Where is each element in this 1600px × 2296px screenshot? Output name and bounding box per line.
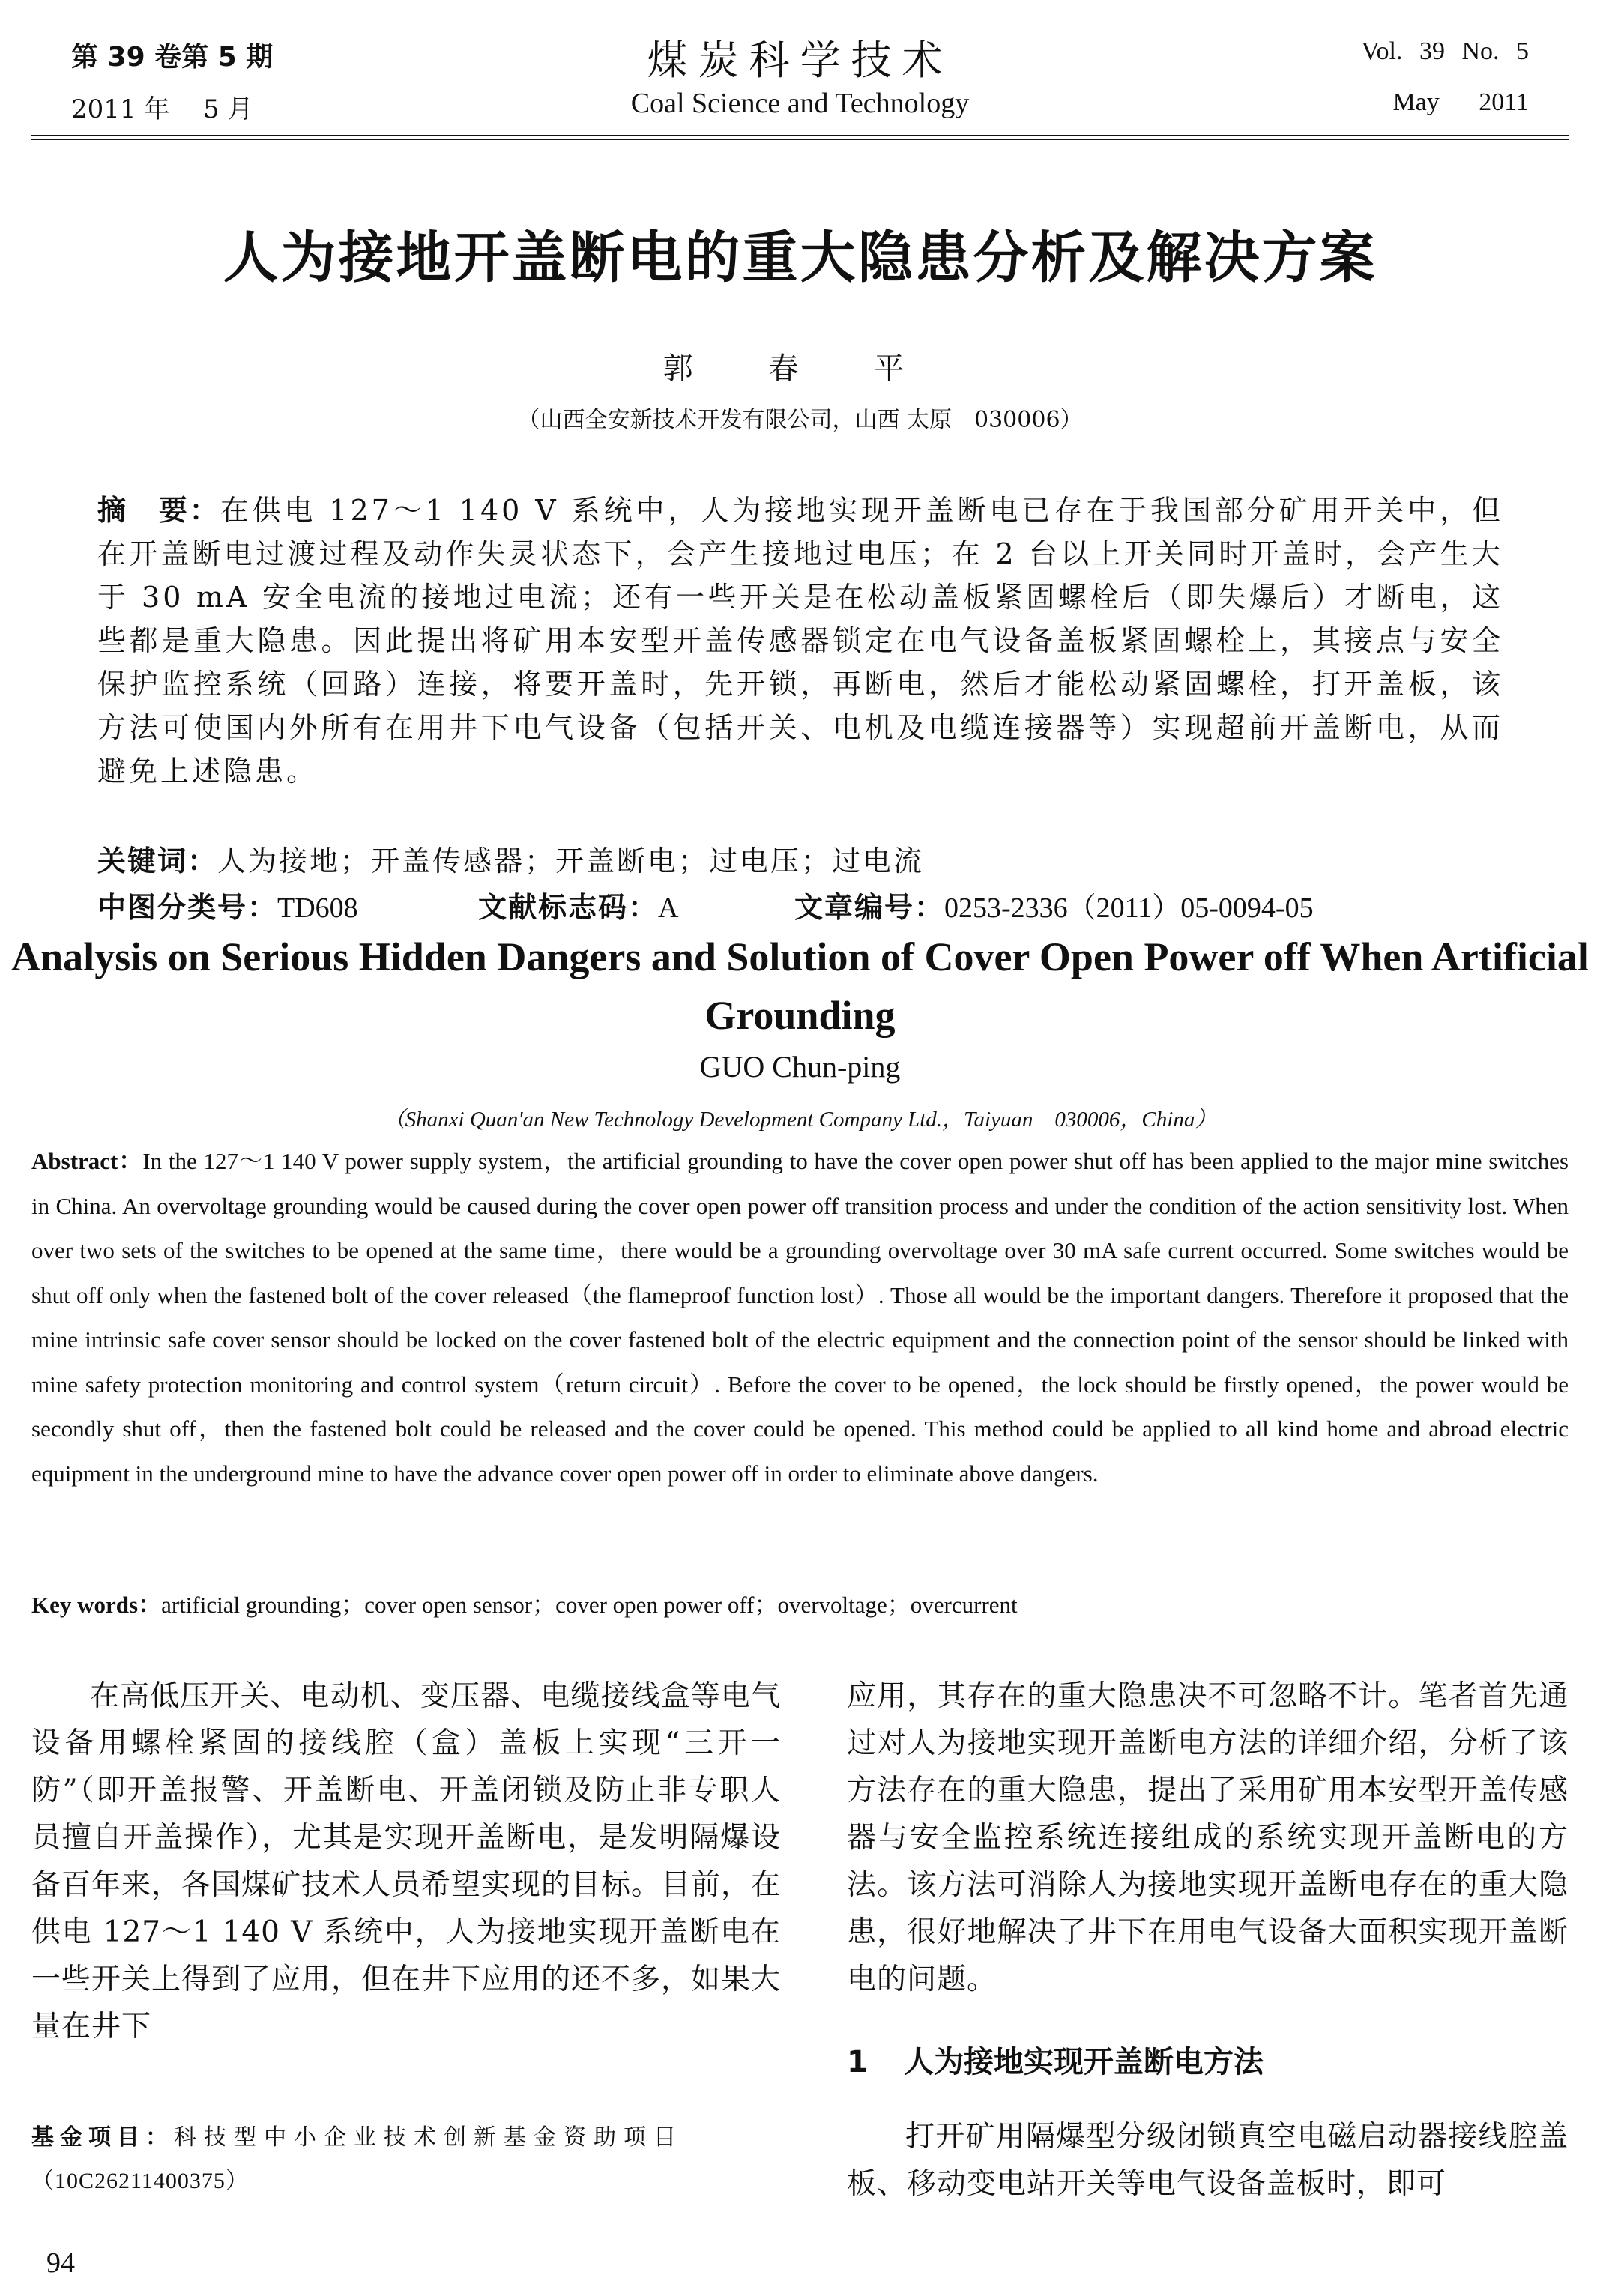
funding-text: 科技型中小企业技术创新基金资助项目 (174, 2124, 683, 2151)
keywords-cn (97, 838, 924, 879)
paper-title-en: Analysis on Serious Hidden Dangers and Solution of Cover Open Power off When Artificial Grounding (11, 934, 1589, 1038)
section-number: 1 (847, 2045, 868, 2079)
funding-label: 基金项目： (31, 2124, 174, 2151)
volume-issue-en: Vol. 39 No. 5 (1361, 37, 1529, 65)
affiliation-cn: （山西全安新技术开发有限公司，山西 太原 030006） (517, 407, 1083, 433)
abstract-en (31, 1139, 1569, 1496)
abstract-cn-label: 摘 要： (97, 494, 220, 527)
date-cn: 2011 年 5 月 (71, 94, 253, 124)
funding-code: （10C26211400375） (31, 2169, 249, 2193)
keywords-cn-text: 人为接地；开盖传感器；开盖断电；过电压；过电流 (217, 845, 925, 877)
keywords-en (31, 1586, 1018, 1619)
paper-title-cn: 人为接地开盖断电的重大隐患分析及解决方案 (223, 226, 1377, 290)
clc-label: 中图分类号： (97, 891, 278, 924)
document-code (478, 884, 678, 925)
author-cn: 郭 春 平 (662, 351, 938, 386)
doc-value: A (658, 892, 679, 924)
clc-value: TD608 (277, 892, 358, 924)
section-heading (847, 2038, 1264, 2081)
doc-label: 文献标志码： (478, 891, 659, 924)
keywords-en-text: artificial grounding；cover open sensor；cover open power off；overvoltage；overcurrent (161, 1592, 1018, 1618)
abstract-cn-text: 在供电 127～1 140 V 系统中，人为接地实现开盖断电已存在于我国部分矿用开关中，但在开盖断电过渡过程及动作失灵状态下，会产生接地过电压；在 2 台以上开关同时开盖时，会产生大于 30 mA 安全电流的接地过电流；还有一些开关是在松动盖板紧固螺栓后（即失爆后）才断电，这些都是重大隐患。因此提出将矿用本安型开盖传感器锁定在电气设备盖板紧固螺栓上，其接点与安全保护监控系统（回路）连接，将要开盖时，先开锁，再断电，然后才能松动紧固螺栓，打开盖板，该方法可使国内外所有在用井下电气设备（包括开关、电机及电缆连接器等）实现超前开盖断电，从而避免上述隐患。 (97, 494, 1503, 788)
affiliation-en: （Shanxi Quan'an New Technology Development Company Ltd.，Taiyuan 030006，China） (383, 1108, 1217, 1132)
body-left-paragraph: 在高低压开关、电动机、变压器、电缆接线盒等电气设备用螺栓紧固的接线腔（盒）盖板上实现“三开一防”（即开盖报警、开盖断电、开盖闭锁及防止非专职人员擅自开盖操作），尤其是实现开盖断电，是发明隔爆设备百年来，各国煤矿技术人员希望实现的目标。目前，在供电 127～1 140 V 系统中，人为接地实现开盖断电在一些开关上得到了应用，但在井下应用的还不多，如果大量在井下 (31, 1679, 782, 2043)
volume-issue-cn: 第 39 卷第 5 期 (71, 42, 274, 73)
article-number (794, 884, 1314, 925)
clc-number (97, 884, 358, 925)
keywords-cn-label: 关键词： (97, 845, 218, 877)
article-label: 文章编号： (794, 891, 945, 924)
abstract-en-label: Abstract： (31, 1148, 143, 1174)
author-en: GUO Chun-ping (699, 1050, 901, 1084)
journal-title-cn: 煤炭科学技术 (647, 37, 953, 84)
page-number: 94 (46, 2247, 75, 2279)
article-value: 0253-2336（2011）05-0094-05 (944, 892, 1314, 924)
header-rule (31, 135, 1569, 140)
date-en: May 2011 (1392, 88, 1529, 116)
keywords-en-label: Key words： (31, 1592, 162, 1618)
journal-title-en: Coal Science and Technology (630, 88, 970, 119)
abstract-en-text: In the 127～1 140 V power supply system，the artificial grounding to have the cover open power shut off has been applied to the major mine switches in China. An overvoltage grounding would be caused during the cover open power off transition process and under the condition of the action sensitivity lost. When over two sets of the switches to be opened at the same time，there would be a grounding overvoltage over 30 mA safe current occurred. Some switches would be shut off only when the fastened bolt of the cover released（the flameproof function lost）. Those all would be the important dangers. Therefore it proposed that the mine intrinsic safe cover sensor should be locked on the cover fastened bolt of the electric equipment and the connection point of the sensor should be linked with mine safety protection monitoring and control system（return circuit）. Before the cover to be opened，the lock should be firstly opened，the power would be secondly shut off，then the fastened bolt could be released and the cover could be opened. This method could be applied to all kind home and abroad electric equipment in the underground mine to have the advance cover open power off in order to eliminate above dangers. (31, 1148, 1569, 1487)
funding-footnote (31, 2116, 781, 2203)
section-title: 人为接地实现开盖断电方法 (904, 2045, 1264, 2079)
body-right-paragraph: 应用，其存在的重大隐患决不可忽略不计。笔者首先通过对人为接地实现开盖断电方法的详细介绍，分析了该方法存在的重大隐患，提出了采用矿用本安型开盖传感器与安全监控系统连接组成的系统实现开盖断电的方法。该方法可消除人为接地实现开盖断电存在的重大隐患，很好地解决了井下在用电气设备大面积实现开盖断电的问题。 (847, 1679, 1569, 1996)
abstract-cn (97, 489, 1503, 793)
section-paragraph: 打开矿用隔爆型分级闭锁真空电磁启动器接线腔盖板、移动变电站开关等电气设备盖板时，即可 (847, 2120, 1569, 2201)
